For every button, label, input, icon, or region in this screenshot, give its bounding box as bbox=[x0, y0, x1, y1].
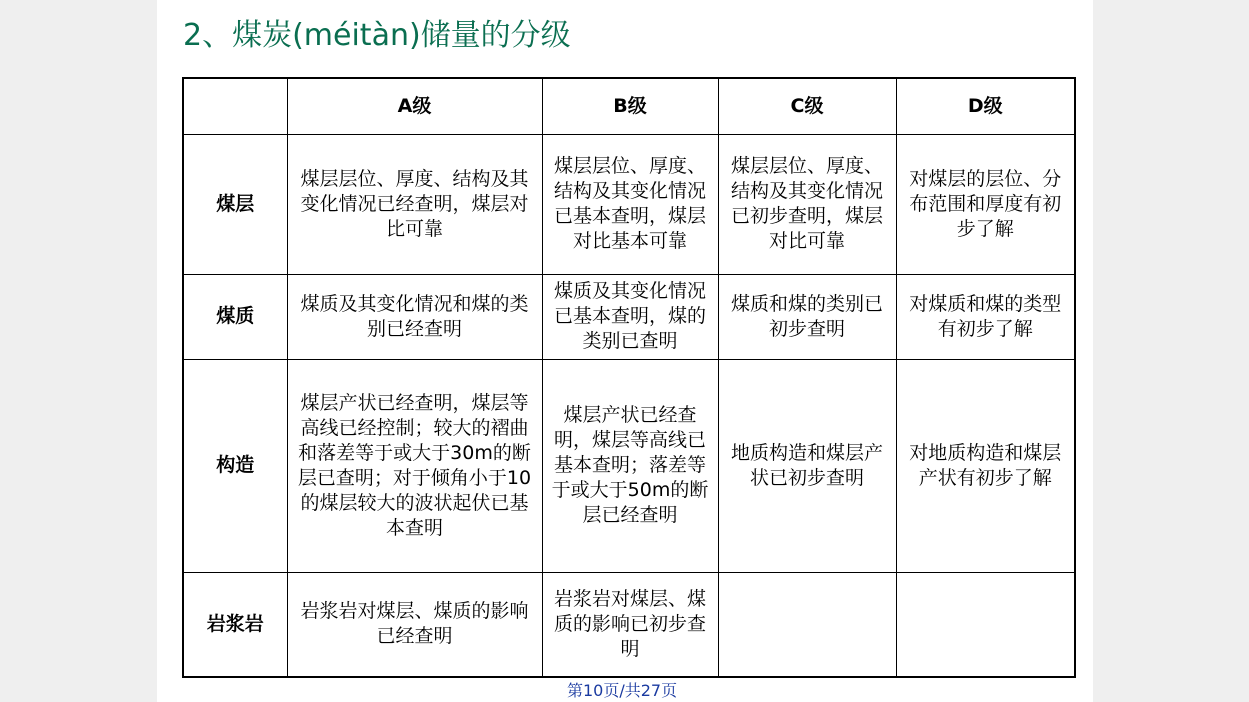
table-header-row bbox=[183, 78, 1075, 134]
table-cell: 煤层层位、厚度、结构及其变化情况已初步查明，煤层对比可靠 bbox=[718, 134, 896, 274]
header-cell-empty bbox=[183, 78, 287, 134]
page-counter: 第10页/共27页 bbox=[567, 681, 678, 700]
row-label: 构造 bbox=[183, 359, 287, 572]
table-row bbox=[183, 359, 1075, 572]
row-label: 煤层 bbox=[183, 134, 287, 274]
table-cell: 岩浆岩对煤层、煤质的影响已初步查明 bbox=[542, 572, 718, 677]
table-cell: 煤质和煤的类别已初步查明 bbox=[718, 274, 896, 359]
table-row bbox=[183, 134, 1075, 274]
table-cell: 对煤质和煤的类型有初步了解 bbox=[896, 274, 1075, 359]
table-cell: 煤层产状已经查明，煤层等高线已经控制；较大的褶曲和落差等于或大于30m的断层已查明；对于倾角小于10的煤层较大的波状起伏已基本查明 bbox=[287, 359, 542, 572]
table-cell: 煤层产状已经查明，煤层等高线已基本查明；落差等于或大于50m的断层已经查明 bbox=[542, 359, 718, 572]
page-title: 2、煤炭(méitàn)储量的分级 bbox=[183, 18, 571, 53]
table-cell: 煤层层位、厚度、结构及其变化情况已基本查明，煤层对比基本可靠 bbox=[542, 134, 718, 274]
slide bbox=[157, 0, 1093, 702]
reserve-classification-table bbox=[182, 77, 1076, 678]
table-cell: 对地质构造和煤层产状有初步了解 bbox=[896, 359, 1075, 572]
table-cell bbox=[896, 572, 1075, 677]
row-label: 煤质 bbox=[183, 274, 287, 359]
table-cell: 煤质及其变化情况和煤的类别已经查明 bbox=[287, 274, 542, 359]
header-grade-c: C级 bbox=[718, 78, 896, 134]
table-cell: 地质构造和煤层产状已初步查明 bbox=[718, 359, 896, 572]
table-cell: 岩浆岩对煤层、煤质的影响已经查明 bbox=[287, 572, 542, 677]
table-row bbox=[183, 274, 1075, 359]
table-cell: 煤质及其变化情况已基本查明，煤的类别已查明 bbox=[542, 274, 718, 359]
table-cell bbox=[718, 572, 896, 677]
row-label: 岩浆岩 bbox=[183, 572, 287, 677]
table-row bbox=[183, 572, 1075, 677]
table-cell: 煤层层位、厚度、结构及其变化情况已经查明，煤层对比可靠 bbox=[287, 134, 542, 274]
header-grade-d: D级 bbox=[896, 78, 1075, 134]
header-grade-b: B级 bbox=[542, 78, 718, 134]
table-cell: 对煤层的层位、分布范围和厚度有初步了解 bbox=[896, 134, 1075, 274]
header-grade-a: A级 bbox=[287, 78, 542, 134]
